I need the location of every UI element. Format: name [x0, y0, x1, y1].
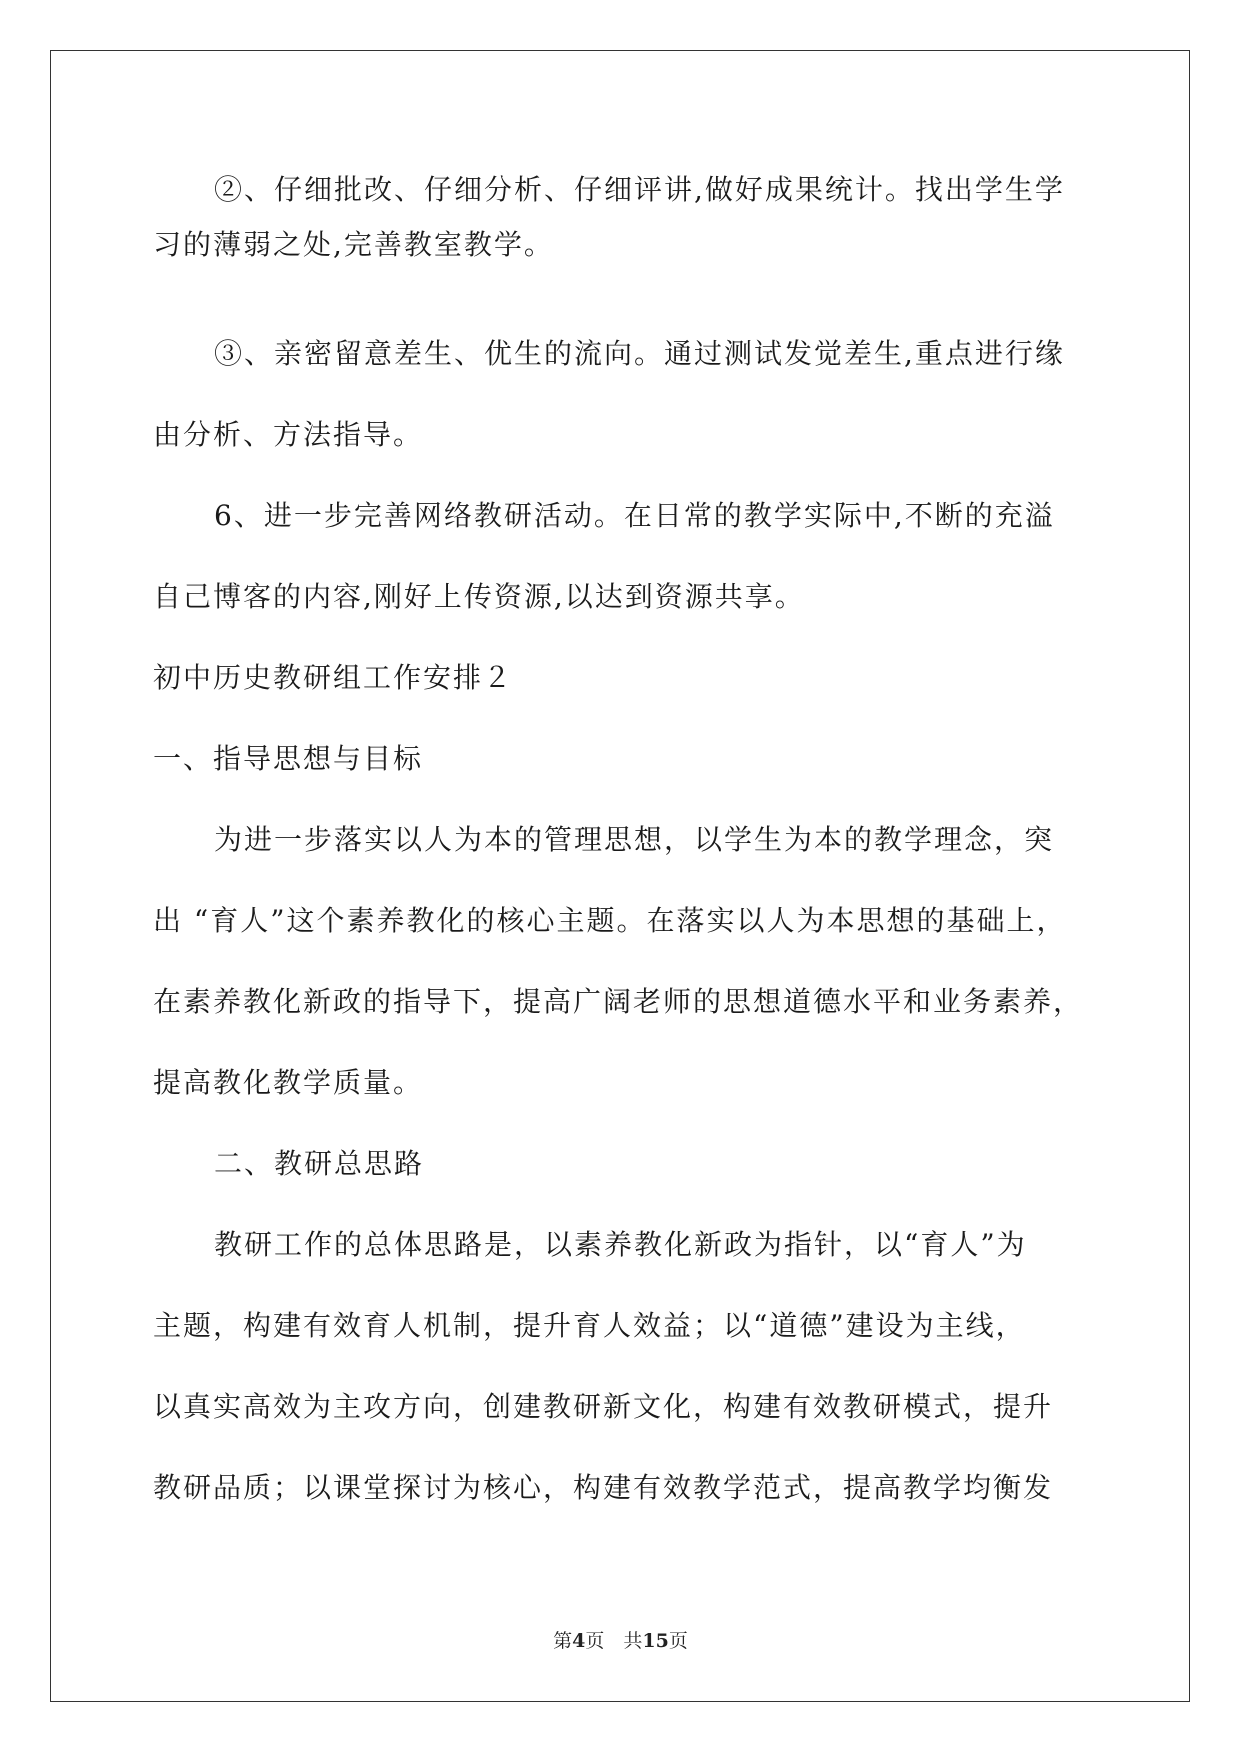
text-line: 由分析、方法指导。 [153, 418, 424, 451]
text-line: 主题，构建有效育人机制，提升育人效益；以“道德”建设为主线， [153, 1309, 1026, 1342]
text-line: 提高教化教学质量。 [153, 1066, 424, 1099]
text-line: 为进一步落实以人为本的管理思想，以学生为本的教学理念，突 [214, 823, 1055, 856]
text-line: 习的薄弱之处,完善教室教学。 [153, 228, 554, 261]
text-line: 以真实高效为主攻方向，创建教研新文化，构建有效教研模式，提升 [153, 1390, 1054, 1423]
text-line: ③、亲密留意差生、优生的流向。通过测试发觉差生,重点进行缘 [214, 337, 1065, 370]
text-line: 教研品质；以课堂探讨为核心，构建有效教学范式，提高教学均衡发 [153, 1471, 1054, 1504]
footer-mid: 页 共 [585, 1630, 643, 1652]
total-pages: 15 [642, 1630, 669, 1652]
text-line: 教研工作的总体思路是，以素养教化新政为指针，以“育人”为 [214, 1228, 1027, 1261]
section-heading: 二、教研总思路 [214, 1147, 425, 1180]
footer-suffix: 页 [668, 1630, 688, 1652]
text-line: ②、仔细批改、仔细分析、仔细评讲,做好成果统计。找出学生学 [214, 173, 1065, 206]
page-border [50, 50, 1190, 1702]
footer-prefix: 第 [553, 1630, 573, 1652]
page-number: 4 [572, 1630, 586, 1652]
text-line: 6、进一步完善网络教研活动。在日常的教学实际中,不断的充溢 [214, 499, 1055, 532]
text-line: 在素养教化新政的指导下，提高广阔老师的思想道德水平和业务素养， [153, 985, 1084, 1018]
text-line: 自己博客的内容,刚好上传资源,以达到资源共享。 [153, 580, 805, 613]
page-footer [0, 1626, 1241, 1653]
section-heading: 一、指导思想与目标 [153, 742, 424, 775]
text-line: 出 “育人”这个素养教化的核心主题。在落实以人为本思想的基础上， [153, 904, 1067, 937]
section-title: 初中历史教研组工作安排２ [153, 661, 514, 694]
